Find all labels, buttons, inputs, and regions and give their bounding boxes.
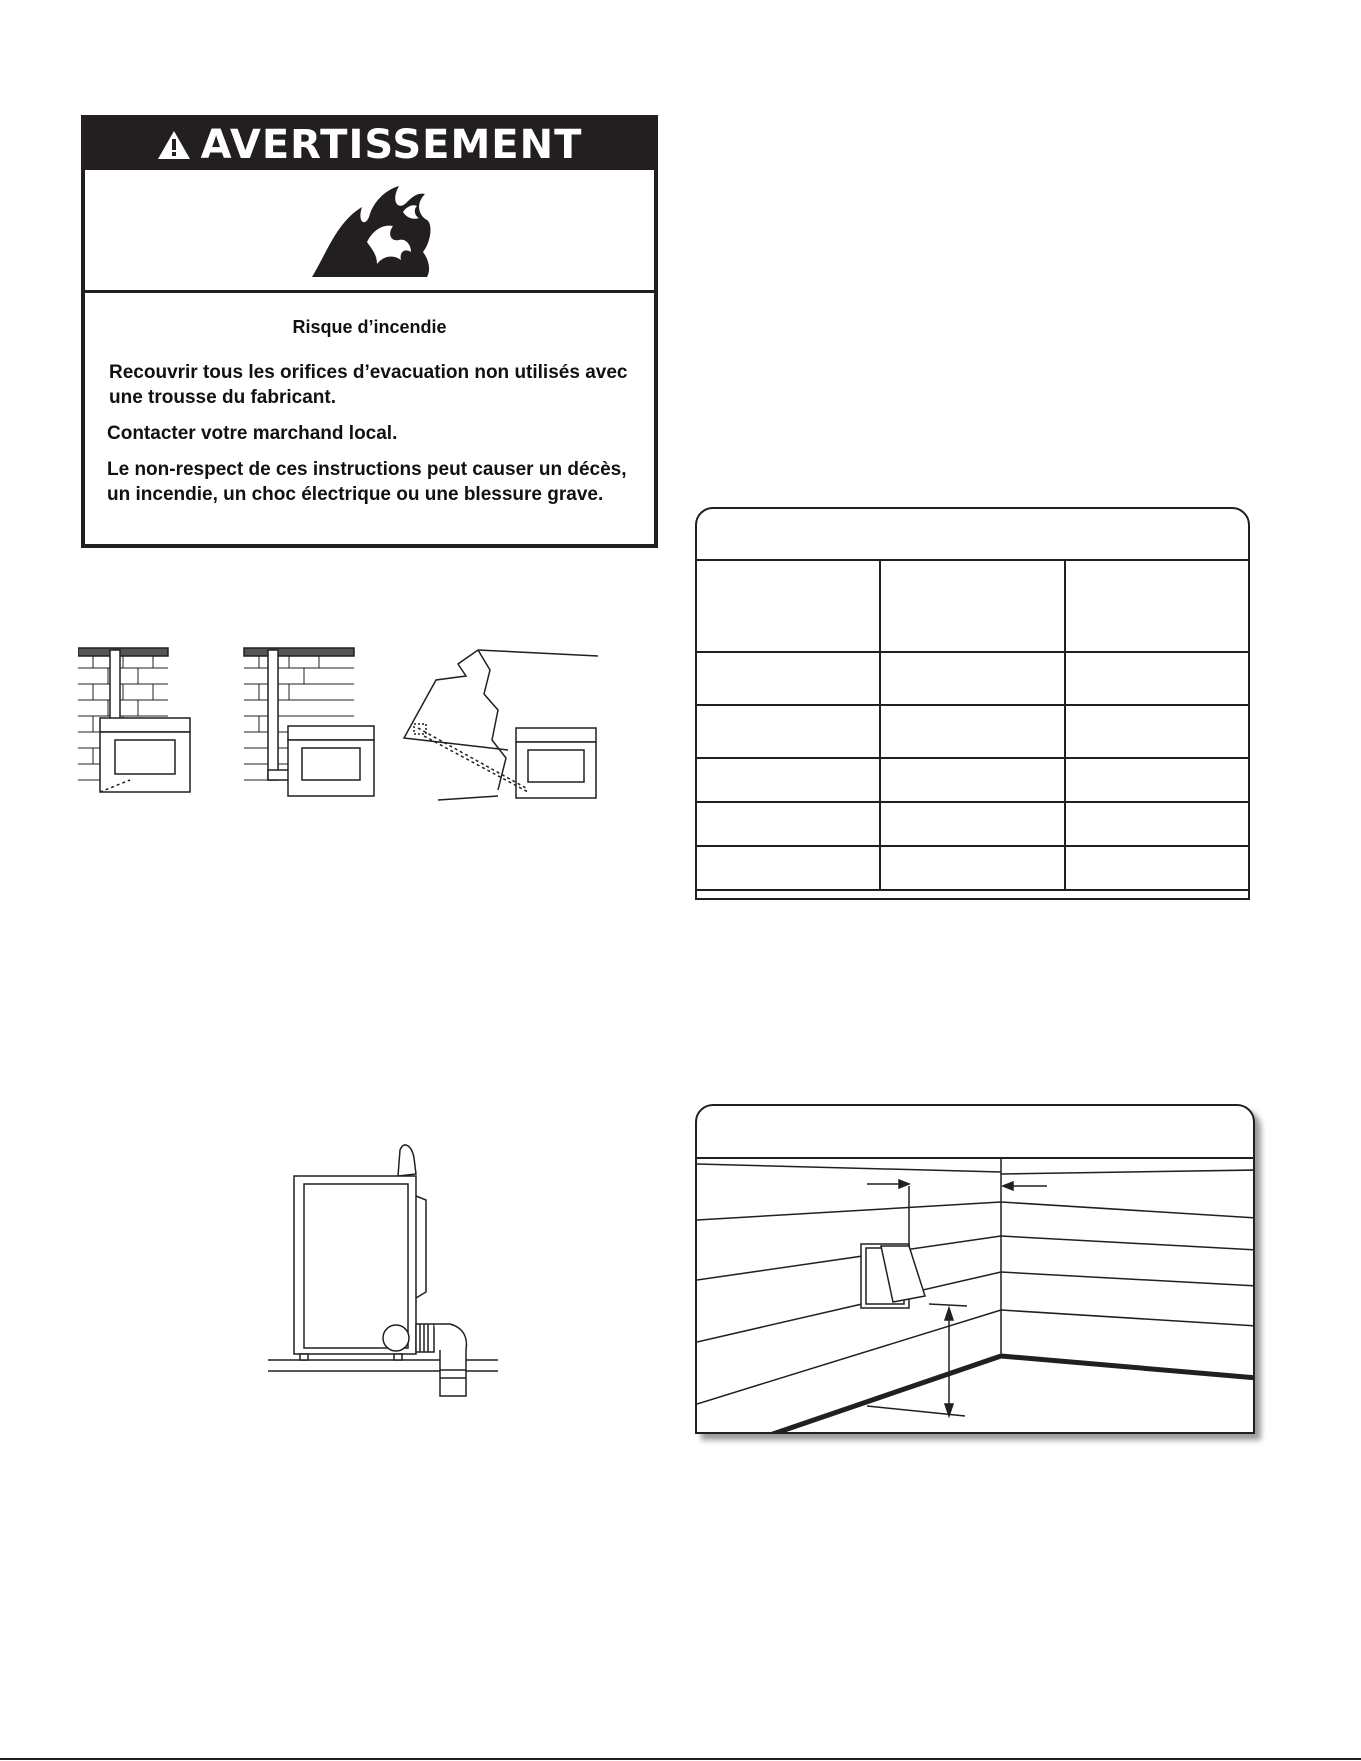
table-cell — [696, 846, 880, 890]
table-cell — [1065, 560, 1249, 652]
table-cell — [1065, 652, 1249, 705]
warning-paragraph: Le non-respect de ces instructions peut causer un décès, un incendie, un choc électrique ou une blessure grave. — [107, 459, 627, 505]
table-cell — [1065, 705, 1249, 758]
table-cell — [880, 705, 1064, 758]
vent-table — [695, 559, 1250, 891]
table-cell — [880, 652, 1064, 705]
warning-title: AVERTISSEMENT — [200, 121, 583, 168]
fire-icon — [307, 182, 437, 282]
footer-rule — [0, 1758, 1361, 1760]
wall-hood-illustration — [697, 1106, 1255, 1434]
table-cell — [1065, 758, 1249, 802]
table-cell — [880, 846, 1064, 890]
warning-paragraph: Contacter votre marchand local. — [107, 423, 398, 444]
warning-header — [85, 119, 654, 170]
installation-illustrations — [78, 640, 598, 820]
vent-table-box — [695, 507, 1250, 900]
table-cell — [696, 705, 880, 758]
table-cell — [880, 560, 1064, 652]
table-cell — [696, 560, 880, 652]
wall-hood-box — [695, 1104, 1255, 1434]
warning-paragraph: Recouvrir tous les orifices d’evacuation non utilisés avec une trousse du fabricant. — [109, 362, 628, 408]
table-cell — [880, 758, 1064, 802]
warning-heading: Risque d’incendie — [292, 317, 447, 337]
table-cell — [1065, 846, 1249, 890]
warning-symbol-area — [85, 170, 654, 293]
dryer-side-illustration — [268, 1138, 498, 1398]
table-cell — [880, 802, 1064, 846]
table-cell — [696, 652, 880, 705]
warning-text-area — [85, 293, 654, 507]
table-cell — [1065, 802, 1249, 846]
table-cell — [696, 758, 880, 802]
table-cell — [696, 802, 880, 846]
warning-triangle-icon — [157, 129, 191, 161]
warning-box — [81, 115, 658, 548]
